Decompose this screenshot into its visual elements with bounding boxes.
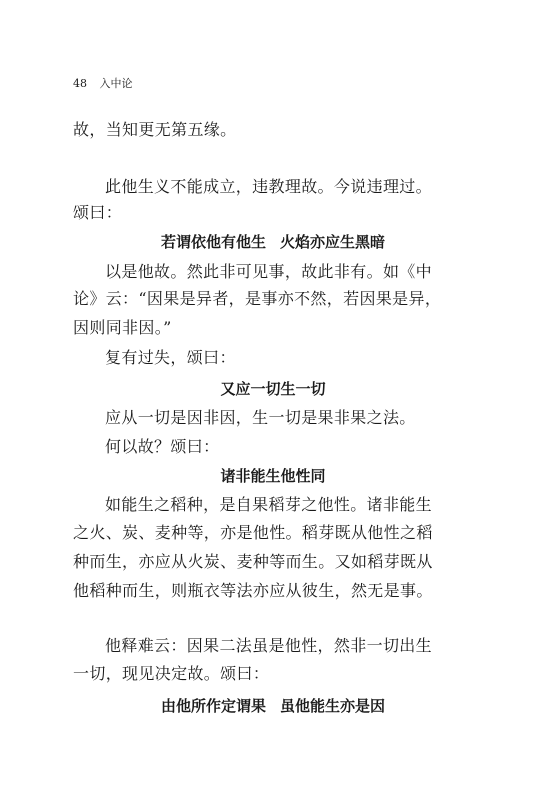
- verse-line: [73, 466, 473, 486]
- verse-part: 火焰亦应生黑暗: [280, 233, 386, 251]
- verse-line: [73, 379, 473, 399]
- text-line: 颂曰：: [73, 203, 123, 222]
- text-line: 种而生，亦应从火炭、麦种等而生。又如稻芽既从: [73, 552, 433, 571]
- verse-part: 若谓依他有他生: [160, 233, 266, 251]
- text-line: 他释难云：因果二法虽是他性，然非一切出生: [105, 636, 433, 655]
- text-line: 论》云：“因果是异者，是事亦不然，若因果是异，: [73, 289, 442, 308]
- text-line: 复有过失，颂曰：: [105, 348, 236, 367]
- text-line: 因则同非因。”: [73, 318, 172, 337]
- text-line: 应从一切是因非因，生一切是果非果之法。: [105, 408, 416, 427]
- text-line: 之火、炭、麦种等，亦是他性。稻芽既从他性之稻: [73, 523, 433, 542]
- text-line: 故，当知更无第五缘。: [73, 120, 237, 139]
- book-title: 入中论: [99, 77, 133, 90]
- text-line: 以是他故。然此非可见事，故此非有。如《中: [105, 262, 433, 281]
- text-line: 他稻种而生，则瓶衣等法亦应从彼生，然无是事。: [73, 581, 433, 600]
- verse-part: 虽他能生亦是因: [280, 697, 386, 715]
- verse-line: [73, 232, 473, 252]
- running-header: [73, 77, 133, 91]
- verse-line: [73, 696, 473, 716]
- text-line: 此他生义不能成立，违教理故。今说违理过。: [105, 177, 433, 196]
- verse-part: 诸非能生他性同: [220, 467, 326, 485]
- verse-part: 又应一切生一切: [220, 380, 326, 398]
- page-number: 48: [73, 77, 87, 90]
- text-line: 如能生之稻种，是自果稻芽之他性。诸非能生: [105, 495, 433, 514]
- verse-part: 由他所作定谓果: [160, 697, 266, 715]
- text-line: 一切，现见决定故。颂曰：: [73, 664, 270, 683]
- text-line: 何以故？颂曰：: [105, 437, 220, 456]
